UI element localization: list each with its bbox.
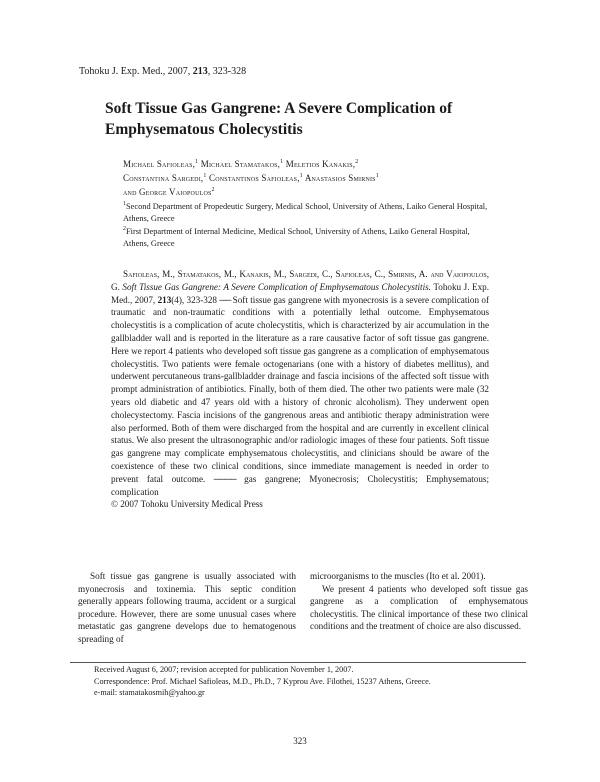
page-number: 323 xyxy=(293,736,307,746)
footnotes xyxy=(94,664,514,699)
article-title xyxy=(105,98,505,140)
journal-header: Tohoku J. Exp. Med., 2007, 213, 323-328 xyxy=(79,66,247,77)
author: Anastasios Smirnis xyxy=(304,173,376,183)
correspondence-note: Correspondence: Prof. Michael Safioleas, M.D., Ph.D., 7 Kyprou Ave. Filothei, 15237 Athens, Greece. xyxy=(94,676,431,686)
author: Meletios Kanakis, xyxy=(285,159,356,169)
title-line-1: Soft Tissue Gas Gangrene: A Severe Complication of xyxy=(105,100,453,117)
body-column-left xyxy=(78,570,296,646)
received-note: Received August 6, 2007; revision accepted for publication November 1, 2007. xyxy=(94,665,354,674)
body-paragraph: Soft tissue gas gangrene is usually associated with myonecrosis and toxinemia. This septic condition generally appears following trauma, accident or a surgical procedure. However, there are some unusual cases where metastatic gas gangrene develops due to hematogenous spreading of xyxy=(78,571,296,644)
author: Constantina Sargedi, xyxy=(123,173,204,183)
author: Michael Safioleas, xyxy=(123,159,196,169)
body-paragraph: We present 4 patients who developed soft tissue gas gangrene as a complication of emphysematous cholecystitis. The clinical importance of these two clinical conditions and the treatment of choice are also discussed. xyxy=(310,583,528,632)
affiliation: $^2$First Department of Internal Medicine, Medical School, University of Athens, Laiko General Hospital, Athens, Greece xyxy=(123,226,470,248)
email-note: e-mail: stamatakosmih@yahoo.gr xyxy=(94,688,205,698)
copyright: © 2007 Tohoku University Medical Press xyxy=(111,499,263,510)
affiliations xyxy=(123,201,488,251)
citation-journal: Tohoku J. Exp. Med., 2007, xyxy=(111,281,489,305)
citation-pages: (4), 323-328 xyxy=(171,294,217,305)
footnote-divider xyxy=(70,662,526,663)
author: Constantinos Safioleas, xyxy=(209,173,300,183)
body-paragraph: microorganisms to the muscles (Ito et al. 2001). xyxy=(310,571,486,581)
title-line-2: Emphysematous Cholecystitis xyxy=(105,121,303,138)
body-column-right xyxy=(310,570,528,633)
keywords: gas gangrene; Myonecrosis; Cholecystitis; Emphysematous; complication xyxy=(111,473,490,497)
abstract xyxy=(111,268,489,511)
abstract-dash: ── xyxy=(219,294,231,305)
author-list: Michael Safioleas,$^1$ Michael Stamatakos,$^1$ Meletios Kanakis,$^2$ Constantina Sargedi,$^1$ Constantinos Safioleas,$^1$ Anastasios Smirnis$^1$ and George Vaiopoulos$^2$ xyxy=(123,159,379,197)
abstract-body: Soft tissue gas gangrene with myonecrosis is a severe complication of traumatic and non-traumatic conditions with a potentially lethal outcome. Emphysematous cholecystitis is a complication of acute cholecystitis, which is characterized by air accumulation in the gallbladder wall and is reported in the literature as a rare causative factor of soft tissue gas gangrene. Here we report 4 patients who developed soft tissue gas gangrene as a complication of emphysematous cholecystitis. Two patients were female octogenarians (one with a history of diabetes mellitus), and underwent percutaneous trans-gallbladder drainage and fascia incisions of the affected soft tissue with prompt administration of antibiotics. Finally, both of them died. The other two patients were male (32 years old diabetic and 47 years old with a history of chronic alcoholism). They underwent open cholecystectomy. Fascia incisions of the gangrenous areas and antibiotic therapy administration were also performed. Both of them were discharged from the hospital and are currently in excellent clinical status. We also present the ultrasonographic and/or radiologic images of these four patients. Soft tissue gas gangrene may complicate emphysematous cholecystitis, and clinicians should be aware of the coexistence of these two clinical conditions, since immediate management is needed in order to prevent fatal outcome. xyxy=(111,294,490,484)
affiliation: $^1$Second Department of Propedeutic Surgery, Medical School, University of Athens, Laiko General Hospital, Athens, Greece xyxy=(123,201,488,223)
author: Michael Stamatakos, xyxy=(200,159,281,169)
citation-authors: Safioleas, M., Stamatakos, M., Kanakis, M., Sargedi, C., Safioleas, C., Smirnis, A. and Vaiopoulos, G. xyxy=(111,269,489,292)
author: and George Vaiopoulos xyxy=(123,187,212,197)
keyword-dash: ──── xyxy=(213,473,236,484)
citation-volume: 213 xyxy=(157,294,172,305)
citation-title: Soft Tissue Gas Gangrene: A Severe Complication of Emphysematous Cholecystitis. xyxy=(122,281,431,292)
